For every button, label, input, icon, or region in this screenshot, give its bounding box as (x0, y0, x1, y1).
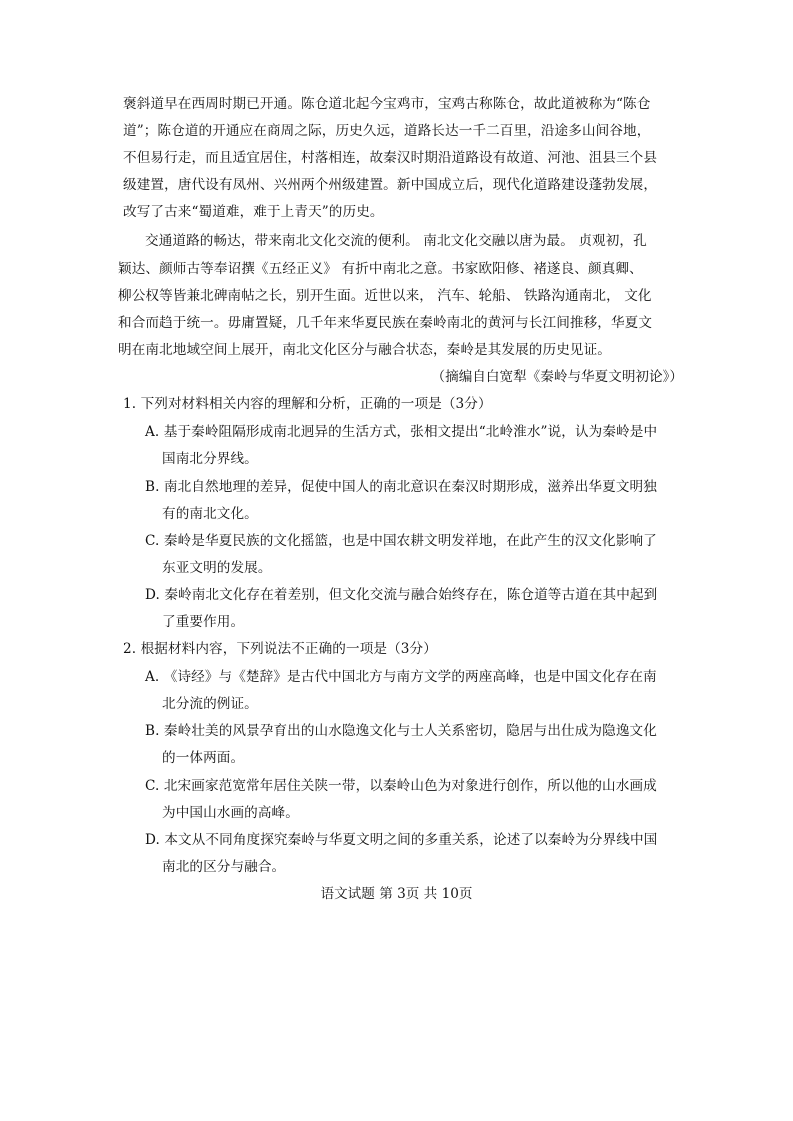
option-a-cont: 北分流的例证。 (162, 696, 258, 712)
passage-line: 不但易行走，而且适宜居住，村落相连，故秦汉时期沿道路设有故道、河池、沮县三个县 (123, 150, 658, 166)
option-b: B. 南北自然地理的差异，促使中国人的南北意识在秦汉时期形成，滋养出华夏文明独 (145, 479, 657, 495)
option-d: D. 本文从不同角度探究秦岭与华夏文明之间的多重关系，论述了以秦岭为分界线中国 (145, 832, 658, 848)
passage-source: （摘编自白宽犁《秦岭与华夏文明初论》） (431, 369, 683, 385)
passage-line: 和合而趋于统一。毋庸置疑，几千年来华夏民族在秦岭南北的黄河与长江间推移，华夏文 (118, 315, 653, 331)
question-stem: 1. 下列对材料相关内容的理解和分析，正确的一项是（3分） (123, 396, 492, 412)
page-footer: 语文试题 第 3页 共 10页 (320, 886, 473, 902)
option-d-cont: 南北的区分与融合。 (162, 859, 286, 875)
option-b-cont: 的一体两面。 (162, 750, 245, 766)
passage-line: 交通道路的畅达，带来南北文化交流的便利。 南北文化交融以唐为最。 贞观初，孔 (145, 233, 647, 249)
option-c-cont: 为中国山水画的高峰。 (162, 805, 299, 821)
passage-line: 褒斜道早在西周时期已开通。陈仓道北起今宝鸡市，宝鸡古称陈仓，故此道被称为“陈仓 (123, 96, 651, 112)
passage-line: 道”；陈仓道的开通应在商周之际，历史久远，道路长达一千二百里，沿途多山间谷地， (123, 123, 651, 139)
passage-line: 明在南北地域空间上展开，南北文化区分与融合状态，秦岭是其发展的历史见证。 (118, 342, 611, 358)
passage-line: 颖达、颜师古等奉诏撰《五经正义》 有折中南北之意。书家欧阳修、褚遂良、颜真卿、 (118, 261, 643, 277)
option-c: C. 北宋画家范宽常年居住关陕一带，以秦岭山色为对象进行创作，所以他的山水画成 (145, 778, 657, 794)
question-stem: 2. 根据材料内容，下列说法不正确的一项是（3分） (123, 641, 437, 657)
option-c-cont: 东亚文明的发展。 (162, 560, 272, 576)
option-b-cont: 有的南北文化。 (162, 506, 258, 522)
option-b: B. 秦岭壮美的风景孕育出的山水隐逸文化与士人关系密切，隐居与出仕成为隐逸文化 (145, 723, 657, 739)
option-a: A. 基于秦岭阻隔形成南北迥异的生活方式，张相文提出“北岭淮水”说，认为秦岭是中 (145, 424, 658, 440)
passage-line: 柳公权等皆兼北碑南帖之长，别开生面。近世以来， 汽车、轮船、 铁路沟通南北， 文化 (118, 288, 652, 304)
option-c: C. 秦岭是华夏民族的文化摇篮，也是中国农耕文明发祥地，在此产生的汉文化影响了 (145, 533, 657, 549)
option-d-cont: 了重要作用。 (162, 614, 245, 630)
option-a-cont: 国南北分界线。 (162, 451, 258, 467)
option-a: A. 《诗经》与《楚辞》是古代中国北方与南方文学的两座高峰，也是中国文化存在南 (145, 669, 657, 685)
option-d: D. 秦岭南北文化存在着差别，但文化交流与融合始终存在，陈仓道等古道在其中起到 (145, 587, 658, 603)
passage-line: 改写了古来“蜀道难，难于上青天”的历史。 (123, 204, 384, 220)
passage-line: 级建置，唐代设有凤州、兴州两个州级建置。新中国成立后，现代化道路建设蓬勃发展， (123, 177, 658, 193)
